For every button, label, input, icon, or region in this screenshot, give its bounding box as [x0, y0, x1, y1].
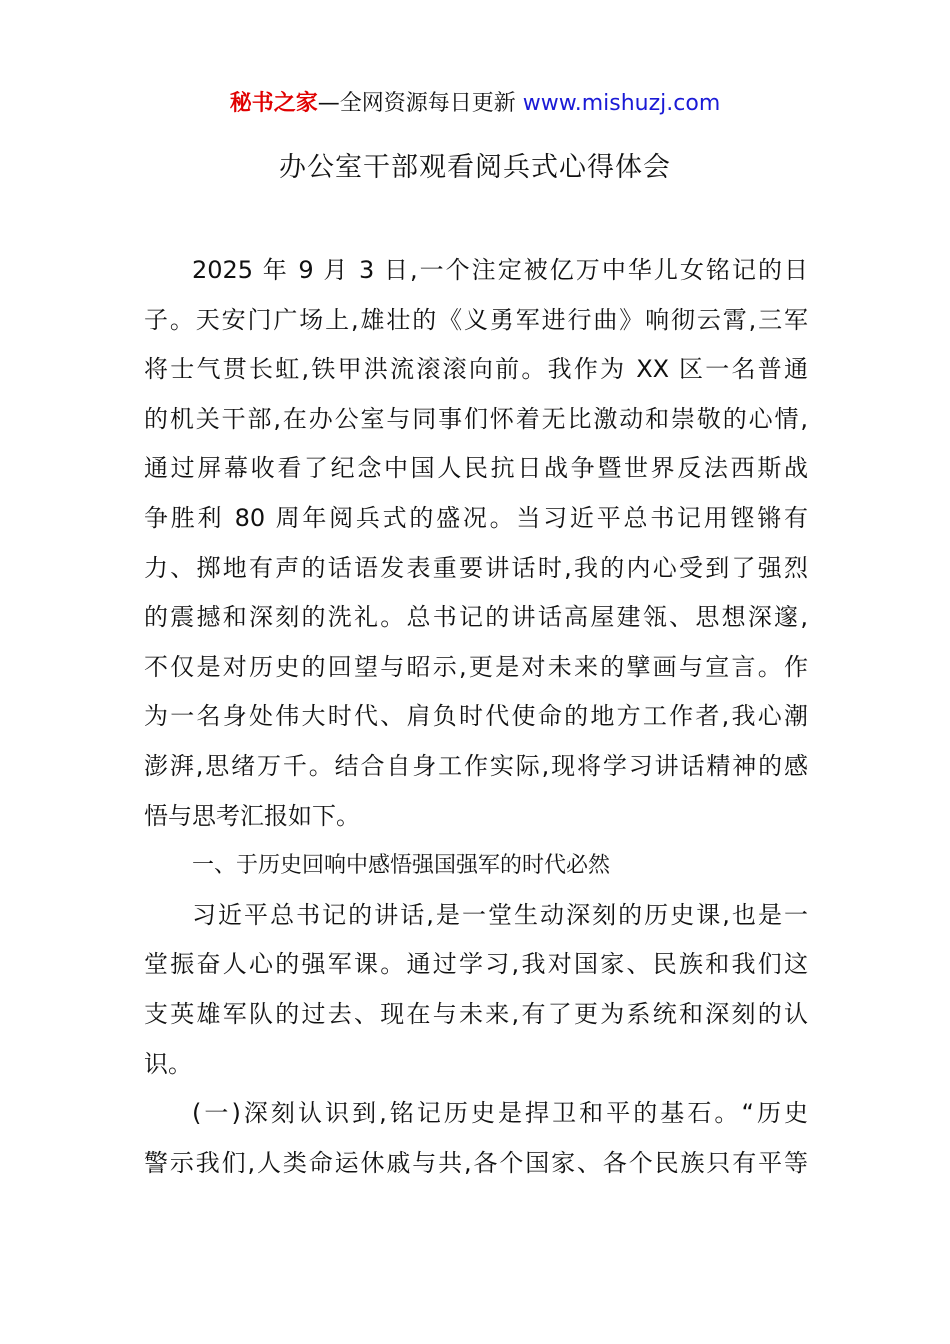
paragraph-line: 力、掷地有声的话语发表重要讲话时,我的内心受到了强烈 — [144, 553, 808, 582]
paragraph-line: (一)深刻认识到,铭记历史是捍卫和平的基石。“历史 — [192, 1099, 808, 1128]
paragraph-line: 堂振奋人心的强军课。通过学习,我对国家、民族和我们这 — [144, 950, 808, 979]
paragraph-line: 支英雄军队的过去、现在与未来,有了更为系统和深刻的认 — [144, 999, 808, 1028]
site-url-link[interactable]: www.mishuzj.com — [522, 91, 721, 116]
section-heading: 一、于历史回响中感悟强国强军的时代必然 — [192, 853, 611, 879]
document-title: 办公室干部观看阅兵式心得体会 — [279, 152, 671, 183]
paragraph-line: 争胜利 80 周年阅兵式的盛况。当习近平总书记用铿锵有 — [144, 503, 808, 532]
paragraph-line: 习近平总书记的讲话,是一堂生动深刻的历史课,也是一 — [192, 900, 808, 929]
site-header — [0, 88, 950, 120]
document-body — [144, 246, 808, 1188]
paragraph-line: 子。天安门广场上,雄壮的《义勇军进行曲》响彻云霄,三军 — [144, 305, 808, 334]
paragraph-line: 识。 — [144, 1049, 192, 1078]
paragraph-line: 的震撼和深刻的洗礼。总书记的讲话高屋建瓴、思想深邃, — [144, 603, 808, 632]
paragraph-line: 的机关干部,在办公室与同事们怀着无比激动和崇敬的心情, — [144, 404, 808, 433]
paragraph-line: 澎湃,思绪万千。结合自身工作实际,现将学习讲话精神的感 — [144, 751, 808, 780]
header-tagline: —全网资源每日更新 — [317, 91, 523, 116]
paragraph-line: 通过屏幕收看了纪念中国人民抗日战争暨世界反法西斯战 — [144, 454, 808, 483]
paragraph-line: 悟与思考汇报如下。 — [144, 801, 360, 830]
paragraph-line: 不仅是对历史的回望与昭示,更是对未来的擘画与宣言。作 — [144, 652, 808, 681]
brand-name: 秘书之家 — [229, 91, 318, 116]
paragraph-line: 2025 年 9 月 3 日,一个注定被亿万中华儿女铭记的日 — [192, 256, 808, 284]
paragraph-line: 将士气贯长虹,铁甲洪流滚滚向前。我作为 XX 区一名普通 — [144, 355, 808, 384]
paragraph-line: 警示我们,人类命运休戚与共,各个国家、各个民族只有平等 — [144, 1148, 808, 1177]
paragraph-line: 为一名身处伟大时代、肩负时代使命的地方工作者,我心潮 — [144, 702, 808, 731]
